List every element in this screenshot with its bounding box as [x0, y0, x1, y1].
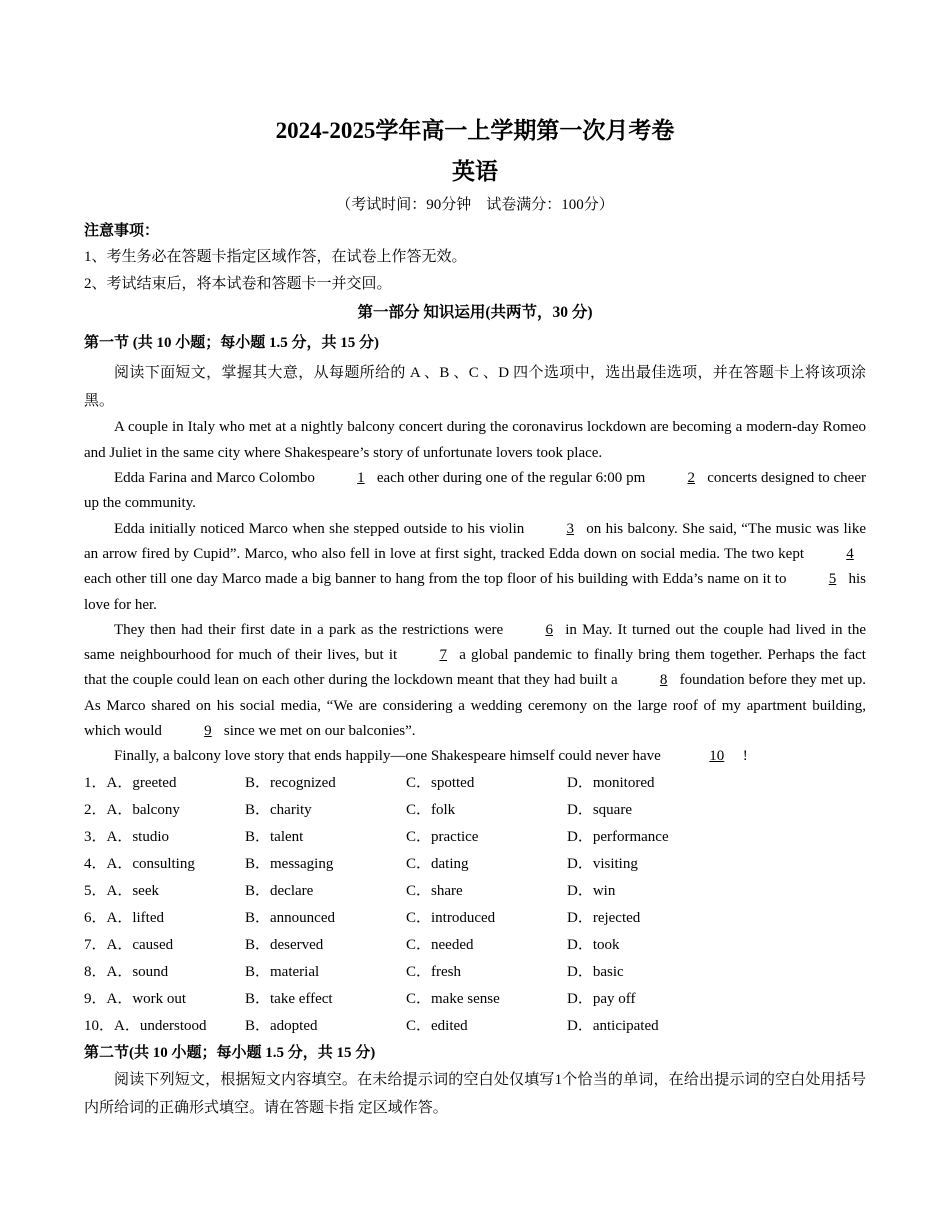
passage-text: A couple in Italy who met at a nightly balcony concert during the coronavirus lockdown are becoming a modern-day Romeo and Juliet in the same city where Shakespeare’s story of unfortunate lovers took place.: [84, 419, 866, 461]
option-D: D．rejected: [567, 909, 641, 926]
option-B: B．recognized: [245, 774, 336, 791]
exam-title: 2024-2025学年高一上学期第一次月考卷: [275, 118, 675, 143]
cloze-passage: [84, 415, 866, 769]
passage-text: a global pandemic to finally bring them together. Perhaps the fact that the couple could lean on each other during the lockdown meant that they had built a: [84, 647, 866, 689]
option-B: B．deserved: [245, 936, 324, 953]
passage-text: Edda initially noticed Marco when she stepped outside to his violin: [114, 520, 525, 537]
passage-paragraph: [84, 744, 866, 769]
option-A: 5．A．seek: [84, 882, 159, 899]
option-C: C．spotted: [406, 774, 475, 791]
passage-text: each other till one day Marco made a big banner to hang from the top floor of his building with Edda’s name on it to: [84, 571, 787, 588]
option-D: D．took: [567, 936, 620, 953]
option-C: C．introduced: [406, 909, 496, 926]
option-A: 4．A．consulting: [84, 855, 195, 872]
section1-heading: 第一节 (共 10 小题；每小题 1.5 分，共 15 分): [84, 335, 379, 352]
question-options-2: [84, 797, 866, 824]
question-options-9: [84, 986, 866, 1013]
blank-4: 4: [846, 545, 854, 562]
option-C: C．edited: [406, 1017, 468, 1034]
section1-instruction: 阅读下面短文，掌握其大意，从每题所给的 A 、B 、C 、D 四个选项中，选出最佳选项，并在答题卡上将该项涂黑。: [84, 365, 866, 410]
option-D: D．visiting: [567, 855, 638, 872]
passage-text: concerts designed to cheer up the community.: [84, 470, 866, 512]
exam-meta: （考试时间：90分钟 试卷满分：100分）: [336, 197, 614, 213]
passage-text: Edda Farina and Marco Colombo: [114, 470, 315, 487]
passage-text: his love for her.: [84, 571, 866, 613]
option-D: D．monitored: [567, 774, 655, 791]
blank-9: 9: [204, 723, 212, 740]
note-item: 1、考生务必在答题卡指定区域作答，在试卷上作答无效。: [84, 249, 467, 266]
option-C: C．make sense: [406, 990, 500, 1007]
options-list: [84, 770, 866, 1040]
exam-subject: 英语: [452, 159, 498, 184]
passage-text: since we met on our balconies”.: [223, 723, 416, 740]
option-A: 3．A．studio: [84, 828, 170, 845]
question-options-6: [84, 905, 866, 932]
option-B: B．messaging: [245, 855, 334, 872]
passage-text: !: [742, 748, 748, 765]
blank-5: 5: [828, 571, 837, 588]
option-A: 8．A．sound: [84, 963, 169, 980]
passage-paragraph: [84, 618, 866, 744]
blank-1: 1: [357, 470, 365, 487]
passage-text: foundation before they met up. As Marco shared on his social media, “We are considering a wedding ceremony on the large roof of my apartment building, which would: [84, 672, 866, 740]
option-B: B．charity: [245, 801, 312, 818]
blank-7: 7: [439, 647, 447, 664]
exam-body: [84, 219, 866, 1122]
option-B: B．take effect: [245, 990, 333, 1007]
question-options-1: [84, 770, 866, 797]
section2-instruction: 阅读下列短文，根据短文内容填空。在未给提示词的空白处仅填写1个恰当的单词，在给出提示词的空白处用括号内所给词的正确形式填空。请在答题卡指 定区域作答。: [84, 1071, 866, 1116]
passage-text: each other during one of the regular 6:00 pm: [376, 470, 646, 487]
option-A: 9．A．work out: [84, 990, 187, 1007]
option-C: C．dating: [406, 855, 469, 872]
passage-text: in May. It turned out the couple had lived in the same neighbourhood for much of their lives, but it: [84, 621, 866, 664]
option-B: B．adopted: [245, 1017, 318, 1034]
question-options-5: [84, 878, 866, 905]
blank-3: 3: [566, 520, 575, 537]
notes-heading: 注意事项：: [84, 223, 160, 239]
question-options-3: [84, 824, 866, 851]
blank-6: 6: [545, 621, 553, 638]
passage-text: They then had their first date in a park as the restrictions were: [114, 621, 504, 638]
note-item: 2、考试结束后，将本试卷和答题卡一并交回。: [84, 275, 392, 292]
question-options-10: [84, 1013, 866, 1040]
option-D: D．anticipated: [567, 1017, 659, 1034]
option-D: D．pay off: [567, 990, 636, 1007]
passage-text: Finally, a balcony love story that ends happily—one Shakespeare himself could never have: [114, 748, 661, 765]
option-C: C．share: [406, 882, 463, 899]
option-A: 7．A．caused: [84, 936, 174, 953]
option-A: 6．A．lifted: [84, 909, 164, 926]
passage-paragraph: [84, 415, 866, 466]
passage-paragraph: [84, 466, 866, 517]
blank-2: 2: [687, 470, 695, 487]
option-D: D．performance: [567, 828, 669, 845]
option-B: B．announced: [245, 909, 335, 926]
part1-heading: 第一部分 知识运用(共两节，30 分): [357, 303, 593, 321]
option-D: D．square: [567, 801, 632, 818]
question-options-7: [84, 932, 866, 959]
passage-text: on his balcony. She said, “The music was like an arrow fired by Cupid”. Marco, who also fell in love at first sight, tracked Edda down on social media. The two kept: [84, 520, 867, 562]
blank-10: 10: [709, 748, 725, 765]
option-C: C．practice: [406, 828, 479, 845]
option-B: B．talent: [245, 828, 304, 845]
passage-paragraph: [84, 517, 866, 618]
option-C: C．folk: [406, 801, 456, 818]
option-D: D．win: [567, 882, 616, 899]
option-A: 10．A．understood: [84, 1017, 207, 1034]
question-options-8: [84, 959, 866, 986]
blank-8: 8: [659, 672, 668, 689]
question-options-4: [84, 851, 866, 878]
option-C: C．needed: [406, 936, 474, 953]
option-A: 2．A．balcony: [84, 801, 180, 818]
option-D: D．basic: [567, 963, 624, 980]
option-A: 1．A．greeted: [84, 774, 177, 791]
option-C: C．fresh: [406, 963, 461, 980]
option-B: B．declare: [245, 882, 314, 899]
option-B: B．material: [245, 963, 320, 980]
section2-heading: 第二节(共 10 小题；每小题 1.5 分，共 15 分): [84, 1044, 376, 1061]
